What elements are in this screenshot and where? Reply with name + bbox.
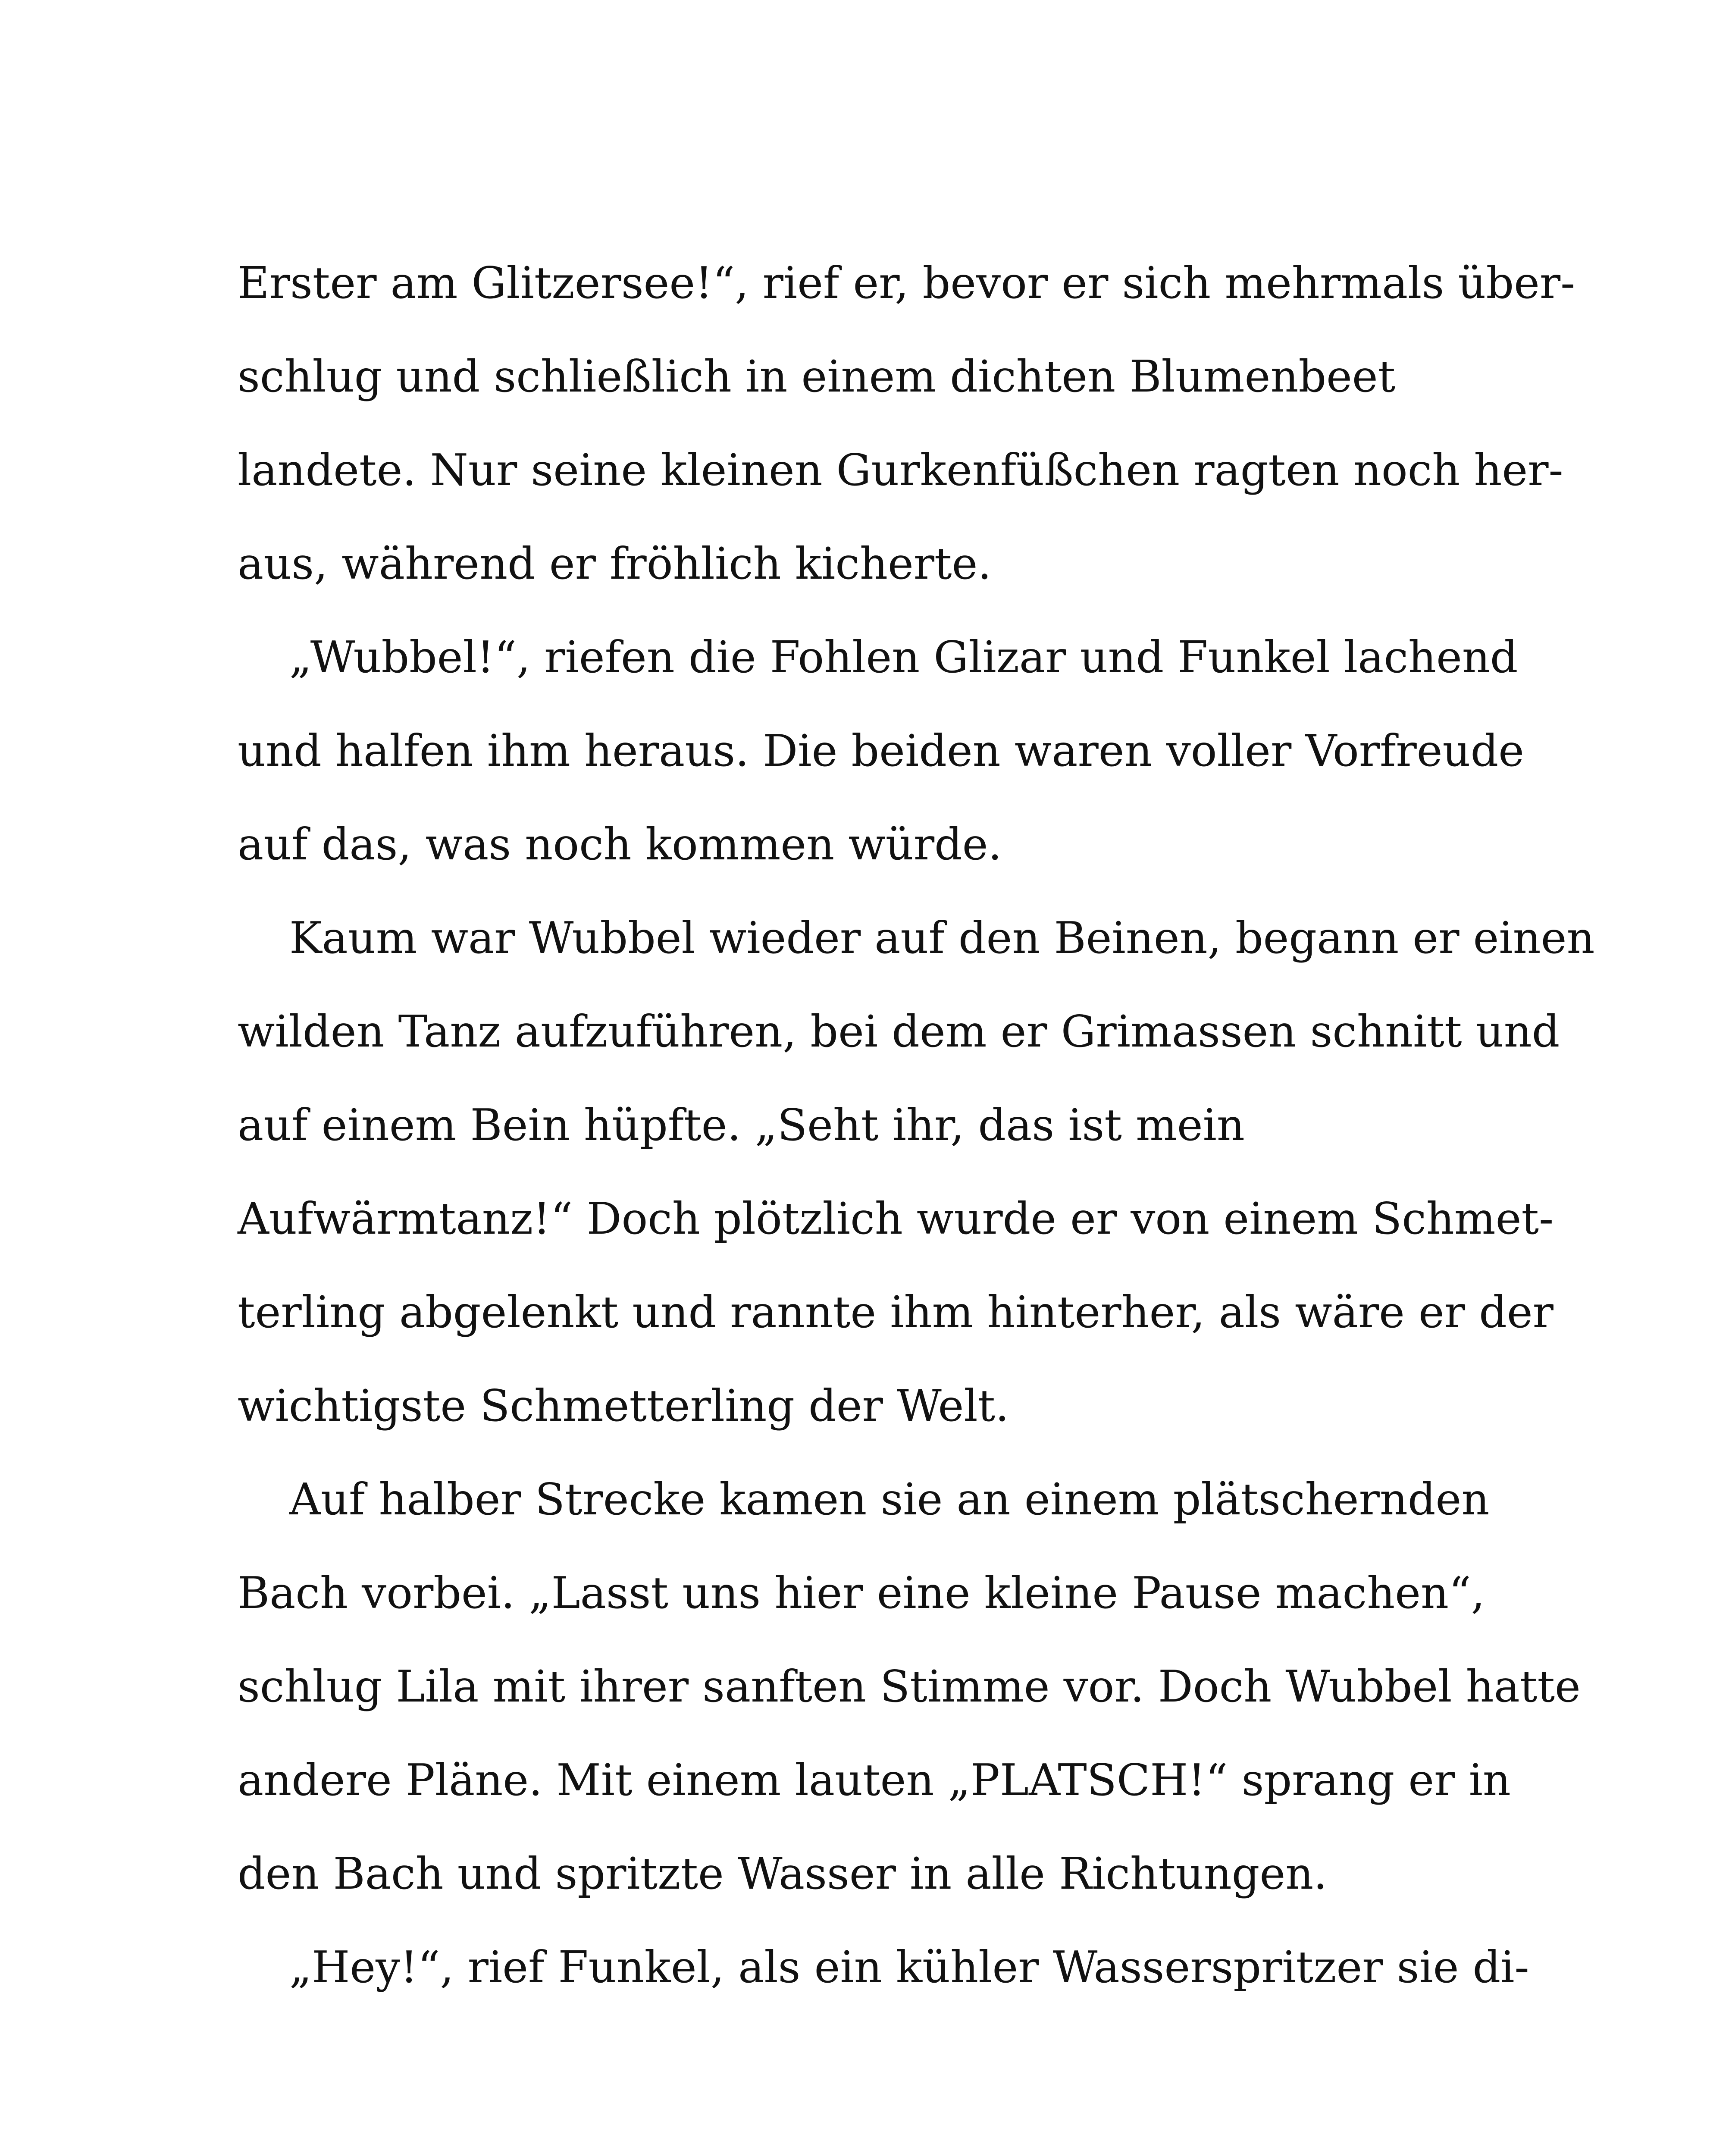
text-line: auf einem Bein hüpfte. „Seht ihr, das ist mein — [238, 1100, 1245, 1150]
text-line: schlug Lila mit ihrer sanften Stimme vor. Doch Wubbel hatte — [238, 1661, 1581, 1712]
text-line: schlug und schließlich in einem dichten Blumenbeet — [238, 351, 1396, 402]
text-line: auf das, was noch kommen würde. — [238, 819, 1002, 870]
text-line: und halfen ihm heraus. Die beiden waren voller Vorfreude — [238, 725, 1524, 776]
paragraph-start-line: „Hey!“, rief Funkel, als ein kühler Wasserspritzer sie di- — [289, 1942, 1529, 1993]
text-line: Bach vorbei. „Lasst uns hier eine kleine Pause machen“, — [238, 1567, 1485, 1618]
text-line: aus, während er fröhlich kicherte. — [238, 538, 992, 589]
paragraph-start-line: „Wubbel!“, riefen die Fohlen Glizar und Funkel lachend — [289, 632, 1518, 683]
paragraph-start-line: Auf halber Strecke kamen sie an einem plätschernden — [289, 1474, 1490, 1525]
paragraph-start-line: Kaum war Wubbel wieder auf den Beinen, begann er einen — [289, 912, 1595, 963]
text-line: wichtigste Schmetterling der Welt. — [238, 1380, 1009, 1431]
text-line: landete. Nur seine kleinen Gurkenfüßchen ragten noch her- — [238, 445, 1563, 495]
text-line: wilden Tanz aufzuführen, bei dem er Grimassen schnitt und — [238, 1006, 1560, 1057]
text-line: Erster am Glitzersee!“, rief er, bevor er sich mehrmals über- — [238, 257, 1575, 308]
text-line: Aufwärmtanz!“ Doch plötzlich wurde er von einem Schmet- — [238, 1193, 1554, 1244]
text-line: den Bach und spritzte Wasser in alle Richtungen. — [238, 1848, 1328, 1899]
text-line: andere Pläne. Mit einem lauten „PLATSCH!“ sprang er in — [238, 1755, 1511, 1805]
text-line: terling abgelenkt und rannte ihm hinterher, als wäre er der — [238, 1287, 1553, 1338]
body-text — [238, 236, 1595, 2014]
